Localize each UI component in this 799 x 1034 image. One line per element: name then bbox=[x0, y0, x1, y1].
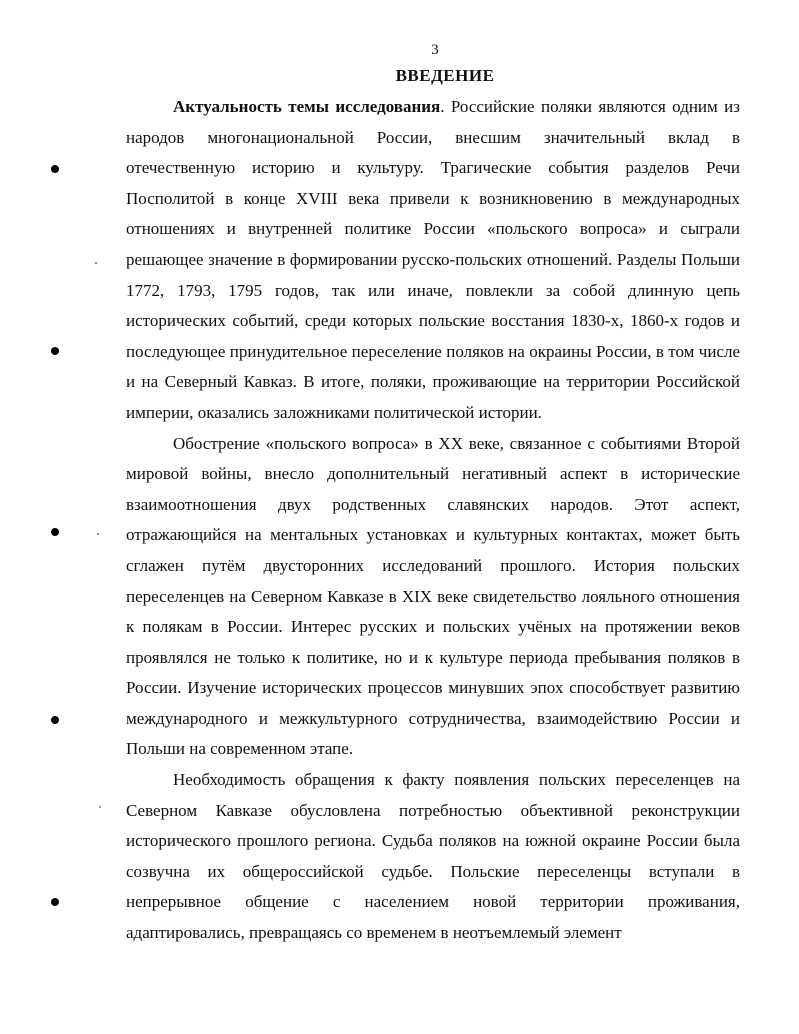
margin-mark bbox=[51, 347, 59, 355]
margin-mark bbox=[51, 898, 59, 906]
paragraph-text: Российские поляки являются одним из народов многонациональной России, внесшим значительный вклад в отечественную историю и культуру. Трагические события разделов Речи Посполитой в конце XVIII века привели к возникновению в международных отношениях и внутренней политике России «польского вопроса» и сыграли решающее значение в формировании русско-польских отношений. Разделы Польши 1772, 1793, 1795 годов, так или иначе, повлекли за собой длинную цепь исторических событий, среди которых польские восстания 1830-х, 1860-х годов и последующее принудительное переселение поляков на окраины России, в том числе и на Северный Кавказ. В итоге, поляки, проживающие на территории Российской империи, оказались заложниками политической истории. bbox=[126, 97, 740, 422]
margin-mark bbox=[51, 528, 59, 536]
paragraph-text: Необходимость обращения к факту появления польских переселенцев на Северном Кавказе обусловлена потребностью объективной реконструкции исторического прошлого региона. Судьба поляков на южной окраине России была созвучна их общероссийской судьбе. Польские переселенцы вступали в непрерывное общение с населением новой территории проживания, адаптировались, превращаясь со временем в неотъемлемый элемент bbox=[126, 770, 740, 943]
lead-separator: . bbox=[440, 97, 451, 116]
margin-mark bbox=[51, 165, 59, 173]
page-number: 3 bbox=[431, 42, 439, 58]
paragraph-3 bbox=[126, 765, 740, 949]
paragraph-lead: Актуальность темы исследования bbox=[173, 97, 441, 116]
paragraph-2 bbox=[126, 429, 740, 766]
body-text bbox=[126, 92, 740, 949]
margin-mark bbox=[51, 716, 59, 724]
margin-speck bbox=[99, 806, 101, 808]
margin-speck bbox=[97, 533, 99, 535]
paragraph-1 bbox=[126, 92, 740, 429]
section-heading: ВВЕДЕНИЕ bbox=[395, 66, 495, 85]
paragraph-text: Обострение «польского вопроса» в XX веке, связанное с событиями Второй мировой войны, внесло дополнительный негативный аспект в исторические взаимоотношения двух родственных славянских народов. Этот аспект, отражающийся на ментальных установках и культурных контактах, может быть сглажен путём двусторонних исследований прошлого. История польских переселенцев на Северном Кавказе в XIX веке свидетельство лояльного отношения к полякам в России. Интерес русских и польских учёных на протяжении веков проявлялся не только к политике, но и к культуре периода пребывания поляков в России. Изучение исторических процессов минувших эпох способствует развитию международного и межкультурного сотрудничества, взаимодействию России и Польши на современном этапе. bbox=[126, 433, 740, 759]
margin-speck bbox=[95, 262, 97, 264]
